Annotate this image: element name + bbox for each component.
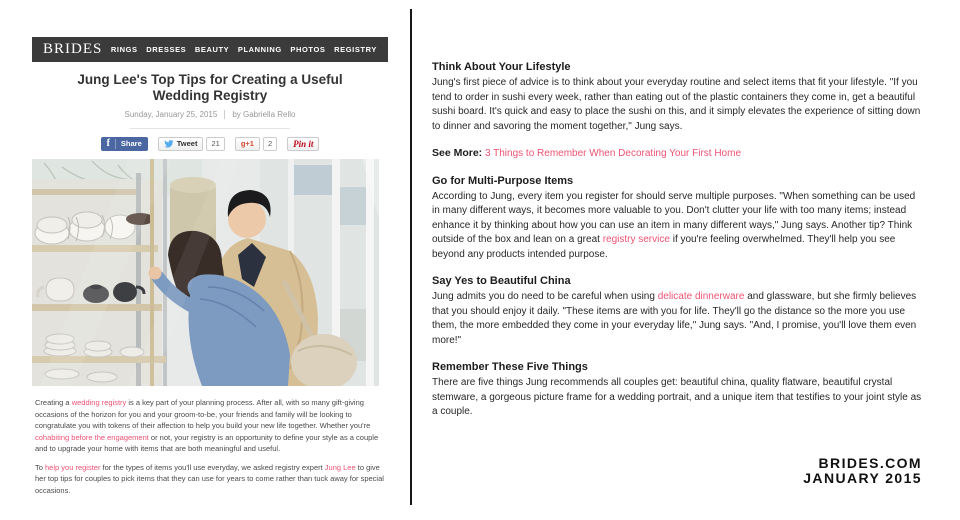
text-run: To (35, 462, 46, 472)
intro-paragraph (35, 462, 385, 497)
dateline-separator (224, 110, 225, 119)
inline-link[interactable]: Jung Lee (324, 462, 356, 472)
inline-link[interactable]: help you register (45, 462, 101, 472)
inline-link[interactable]: registry service (602, 234, 670, 245)
nav-item-registry[interactable]: REGISTRY (334, 45, 377, 54)
credit-source: BRIDES.COM (818, 455, 922, 471)
pinterest-logo: Pin it (293, 138, 314, 149)
text-run: if you're feeling overwhelmed. They'll help you see beyond any products intended purpose. (432, 234, 896, 260)
nav-item-rings[interactable]: RINGS (110, 45, 138, 54)
article-title: Jung Lee's Top Tips for Creating a Useful Wedding Registry (77, 72, 343, 103)
text-run: Creating a (35, 398, 72, 407)
brides-logo[interactable]: BRIDES (43, 41, 103, 57)
text-run: According to Jung, every item you register for should serve multiple purposes. "When something can be used in many different ways, it becomes more valuable to you. Don't clutter your life with too many items; instead enhance it by thinking about how you can use an item in many different ways," Jung says. Another tip? Think outside of the box and lean on a great (432, 190, 916, 245)
section-heading: Say Yes to Beautiful China (432, 275, 571, 287)
twitter-bird-icon (164, 140, 174, 148)
credit-footer (803, 456, 922, 485)
section-heading: Think About Your Lifestyle (432, 61, 571, 73)
facebook-share-label: Share (120, 139, 142, 148)
nav-item-planning[interactable]: PLANNING (237, 45, 282, 54)
inline-link[interactable]: wedding registry (71, 398, 127, 407)
facebook-f-icon: f (107, 139, 116, 149)
nav-item-photos[interactable]: PHOTOS (290, 45, 326, 54)
intro-paragraph (35, 397, 385, 455)
inline-link[interactable]: cohabiting before the engagement (35, 432, 149, 442)
tweet-count-badge: 21 (206, 137, 224, 151)
dateline-rule (130, 128, 290, 129)
article-dateline (32, 110, 388, 119)
see-more-label: See More: (432, 147, 483, 159)
section-body (432, 190, 925, 263)
text-run: is a key part of your planning process. After all, with so many gift-giving occasions of the horizon for you and your groom-to-be, your friends and family will be looking to congratulate you with tokens of their affection to help you build your new life together. Whether you're (35, 398, 371, 430)
section-body (432, 290, 925, 348)
text-run: Jung admits you do need to be careful when using (432, 291, 658, 302)
tweet-label: Tweet (176, 139, 198, 148)
text-run: for the types of items you'll use everyday, we asked registry expert (100, 462, 325, 472)
inline-link[interactable]: delicate dinnerware (657, 291, 745, 302)
section-heading: Go for Multi-Purpose Items (432, 174, 574, 187)
section-body (432, 76, 925, 134)
facebook-share-button[interactable] (101, 137, 148, 151)
google-plus-one-button[interactable] (235, 137, 260, 151)
article-screenshot (32, 37, 388, 496)
text-run: to give her top tips for couples to pick items that they can use for years to come rather than tuck away for special occasions. (35, 462, 384, 495)
text-run: Jung's first piece of advice is to think about your everyday routine and select items that fit your lifestyle. "If you tend to order in sushi every week, rather than eating out of the plastic containers they come in, get a beautiful sushi board. It's quick and easy to place the sushi on this, and it simply elevates the experience of sitting down to dinner and savoring the moment together," Jung says. (432, 77, 921, 132)
tweet-button[interactable] (158, 137, 204, 151)
nav-item-dresses[interactable]: DRESSES (146, 45, 187, 54)
text-run: There are five things Jung recommends all couples get: beautiful china, quality flatware, beautiful crystal stemware, a gorgeous picture frame for a wedding portrait, and a unique item that testifies to your joint style as a couple. (432, 377, 922, 417)
section-body (432, 376, 925, 420)
pinit-button[interactable] (287, 137, 319, 151)
share-row (32, 136, 388, 151)
article-continuation (432, 61, 925, 420)
text-run: or not, your registry is an opportunity to define your style as a couple and to upgrade your home with items that are both meaningful and useful. (35, 432, 379, 453)
gplus-count-badge: 2 (263, 137, 277, 151)
vertical-divider (410, 9, 412, 505)
see-more-line (432, 146, 925, 162)
see-more-link[interactable]: 3 Things to Remember When Decorating Your First Home (484, 148, 742, 159)
section-heading: Remember These Five Things (432, 361, 588, 373)
credit-date: JANUARY 2015 (803, 469, 922, 486)
site-navbar (32, 37, 388, 62)
nav-item-beauty[interactable]: BEAUTY (194, 45, 230, 54)
google-plus-icon: g+1 (240, 139, 254, 148)
article-date: Sunday, January 25, 2015 (124, 110, 218, 119)
article-byline: by Gabriella Rello (232, 110, 296, 119)
photo-illustration (32, 159, 379, 386)
article-photo (32, 159, 379, 386)
text-run: and glassware, but she firmly believes that you should enjoy it daily. "These items are with you for life. They'll go the distance so the more you use them, the more embedded they come in your everyday life," Jung says. "And, I promise, you'll love them even more!" (432, 291, 917, 346)
